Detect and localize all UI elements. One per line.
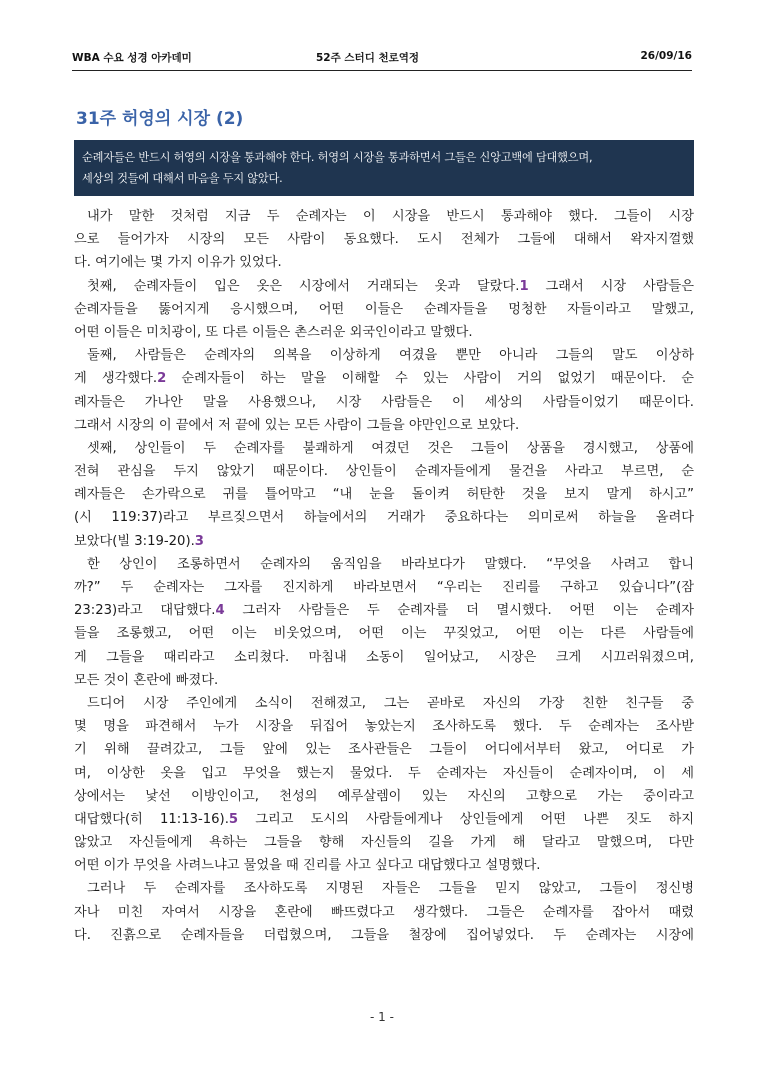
footnote-ref[interactable]: 1 bbox=[519, 278, 529, 294]
body-line-text-after: 그래서 시장 사람들은 bbox=[528, 278, 694, 294]
body-line-text: 다. 진흙으로 순례자들을 더럽혔으며, 그들을 철장에 집어넣었다. 두 순례자는 시장에 bbox=[74, 927, 694, 943]
body-text bbox=[74, 205, 694, 947]
body-line-text: 23:23)라고 대답했다. bbox=[74, 603, 216, 619]
body-line-text: 그래서 시장의 이 끝에서 저 끝에 있는 모든 사람이 그들을 야만인으로 보았다. bbox=[74, 417, 520, 433]
body-line bbox=[74, 437, 694, 460]
footnote-ref[interactable]: 2 bbox=[157, 371, 167, 387]
page-number: - 1 - bbox=[370, 1010, 394, 1024]
body-line bbox=[74, 298, 694, 321]
body-line bbox=[74, 831, 694, 854]
body-line-text: 게 그들을 때리라고 소리쳤다. 마침내 소동이 일어났고, 시장은 크게 시끄러워졌으며, bbox=[74, 649, 694, 665]
body-line-text-after: 그리고 도시의 사람들에게나 상인들에게 어떤 나쁜 짓도 하지 bbox=[238, 811, 694, 827]
body-line-text: 셋째, 상인들이 두 순례자를 불쾌하게 여겼던 것은 그들이 상품을 경시했고, 상품에 bbox=[87, 440, 694, 456]
summary-box bbox=[74, 140, 694, 196]
body-line bbox=[74, 228, 694, 251]
body-line-text: (시 119:37)라고 부르짖으면서 하늘에서의 거래가 중요하다는 의미로써 하늘을 올려다 bbox=[74, 510, 694, 526]
body-line-text: 례자들은 가나안 말을 사용했으나, 시장 사람들은 이 세상의 사람들이었기 때문이다. bbox=[74, 394, 694, 410]
body-line-text: 둘째, 사람들은 순례자의 의복을 이상하게 여겼을 뿐만 아니라 그들의 말도 이상하 bbox=[87, 348, 694, 364]
body-line-text: 으로 들어가자 시장의 모든 사람이 동요했다. 도시 전체가 그들에 대해서 왁자지껄했 bbox=[74, 232, 694, 248]
body-line bbox=[74, 762, 694, 785]
body-line-text: 어떤 이가 무엇을 사려느냐고 물었을 때 진리를 사고 싶다고 대답했다고 설명했다. bbox=[74, 858, 541, 874]
summary-line: 세상의 것들에 대해서 마음을 두지 않았다. bbox=[82, 172, 283, 185]
body-line bbox=[74, 321, 694, 344]
footnote-ref[interactable]: 4 bbox=[215, 603, 225, 619]
header-center-text: 52주 스터디 천로역정 bbox=[316, 52, 420, 64]
body-line bbox=[74, 692, 694, 715]
body-line-text: 게 생각했다. bbox=[74, 371, 158, 387]
body-line-text: 드디어 시장 주인에게 소식이 전해졌고, 그는 곧바로 자신의 가장 친한 친구들 중 bbox=[87, 695, 694, 711]
body-line bbox=[74, 599, 694, 622]
summary-line: 순례자들은 반드시 허영의 시장을 통과해야 한다. 허영의 시장을 통과하면서 그들은 신앙고백에 담대했으며, bbox=[82, 151, 593, 164]
body-line-text: 첫째, 순례자들이 입은 옷은 시장에서 거래되는 옷과 달랐다. bbox=[87, 278, 520, 294]
chapter-title: 31주 허영의 시장 (2) bbox=[76, 109, 244, 129]
body-line bbox=[74, 785, 694, 808]
body-line bbox=[74, 414, 694, 437]
body-line bbox=[74, 460, 694, 483]
body-line bbox=[74, 205, 694, 228]
body-line-text: 않았고 자신들에게 욕하는 그들을 향해 자신들의 길을 가게 해 달라고 말했으며, 다만 bbox=[74, 835, 694, 851]
body-line bbox=[74, 344, 694, 367]
body-line-text: 보았다(빌 3:19-20). bbox=[74, 533, 195, 549]
page-header bbox=[72, 50, 692, 66]
body-line bbox=[74, 669, 694, 692]
body-line bbox=[74, 924, 694, 947]
body-line bbox=[74, 622, 694, 645]
body-line bbox=[74, 738, 694, 761]
body-line-text: 자나 미친 자여서 시장을 혼란에 빠뜨렸다고 생각했다. 그들은 순례자를 잡아서 때렸 bbox=[74, 904, 694, 920]
body-line-text: 기 위해 끌려갔고, 그들 앞에 있는 조사관들은 그들이 어디에서부터 왔고, 어디로 가 bbox=[74, 742, 694, 758]
footnote-ref[interactable]: 5 bbox=[228, 811, 239, 827]
header-left-text: WBA 수요 성경 아카데미 bbox=[72, 52, 192, 64]
body-line-text: 몇 명을 파견해서 누가 시장을 뒤집어 놓았는지 조사하도록 했다. 두 순례자는 조사받 bbox=[74, 719, 694, 735]
body-line-text: 어떤 이들은 미치광이, 또 다른 이들은 촌스러운 외국인이라고 말했다. bbox=[74, 324, 473, 340]
body-line bbox=[74, 715, 694, 738]
body-line-text: 순례자들을 뚫어지게 응시했으며, 어떤 이들은 순례자들을 멍청한 자들이라고 말했고, bbox=[74, 301, 694, 317]
body-line-text: 대답했다(히 11:13-16). bbox=[74, 811, 229, 827]
body-line bbox=[74, 854, 694, 877]
body-line-text: 며, 이상한 옷을 입고 무엇을 했는지 물었다. 두 순례자는 자신들이 순례자이며, 이 세 bbox=[74, 765, 694, 781]
body-line bbox=[74, 808, 694, 831]
body-line-text: 다. 여기에는 몇 가지 이유가 있었다. bbox=[74, 255, 282, 271]
body-line-text: 들을 조롱했고, 어떤 이는 비웃었으며, 어떤 이는 꾸짖었고, 어떤 이는 다른 사람들에 bbox=[74, 626, 694, 642]
body-line bbox=[74, 901, 694, 924]
body-line-text: 까?” 두 순례자는 그자를 진지하게 바라보면서 “우리는 진리를 구하고 있습니다”(잠 bbox=[74, 580, 694, 595]
body-line-text-after: 그러자 사람들은 두 순례자를 더 멸시했다. 어떤 이는 순례자 bbox=[224, 603, 694, 619]
body-line-text-after: 순례자들이 하는 말을 이해할 수 있는 사람이 거의 없었기 때문이다. 순 bbox=[166, 371, 694, 387]
body-line bbox=[74, 367, 694, 390]
body-line bbox=[74, 877, 694, 900]
body-line bbox=[74, 646, 694, 669]
footnote-ref[interactable]: 3 bbox=[194, 533, 204, 549]
header-date: 26/09/16 bbox=[640, 50, 692, 62]
header-divider bbox=[72, 70, 692, 71]
body-line bbox=[74, 483, 694, 506]
body-line-text: 상에서는 낯선 이방인이고, 천성의 예루살렘이 있는 자신의 고향으로 가는 중이라고 bbox=[74, 788, 694, 804]
body-line bbox=[74, 251, 694, 274]
body-line-text: 내가 말한 것처럼 지금 두 순례자는 이 시장을 반드시 통과해야 했다. 그들이 시장 bbox=[87, 209, 694, 224]
body-line bbox=[74, 391, 694, 414]
body-line-text: 그러나 두 순례자를 조사하도록 지명된 자들은 그들을 믿지 않았고, 그들이 정신병 bbox=[87, 881, 694, 897]
body-line bbox=[74, 576, 694, 599]
body-line-text: 례자들은 손가락으로 귀를 틀어막고 “내 눈을 돌이켜 허탄한 것을 보지 말게 하시고” bbox=[74, 487, 694, 503]
body-line-text: 전혀 관심을 두지 않았기 때문이다. 상인들이 순례자들에게 물건을 사라고 부르면, 순 bbox=[74, 464, 694, 480]
body-line bbox=[74, 275, 694, 298]
body-line-text: 한 상인이 조롱하면서 순례자의 움직임을 바라보다가 말했다. “무엇을 사려고 합니 bbox=[87, 556, 694, 572]
body-line-text: 모든 것이 혼란에 빠졌다. bbox=[74, 672, 219, 688]
body-line bbox=[74, 553, 694, 576]
body-line bbox=[74, 506, 694, 529]
body-line bbox=[74, 530, 694, 553]
